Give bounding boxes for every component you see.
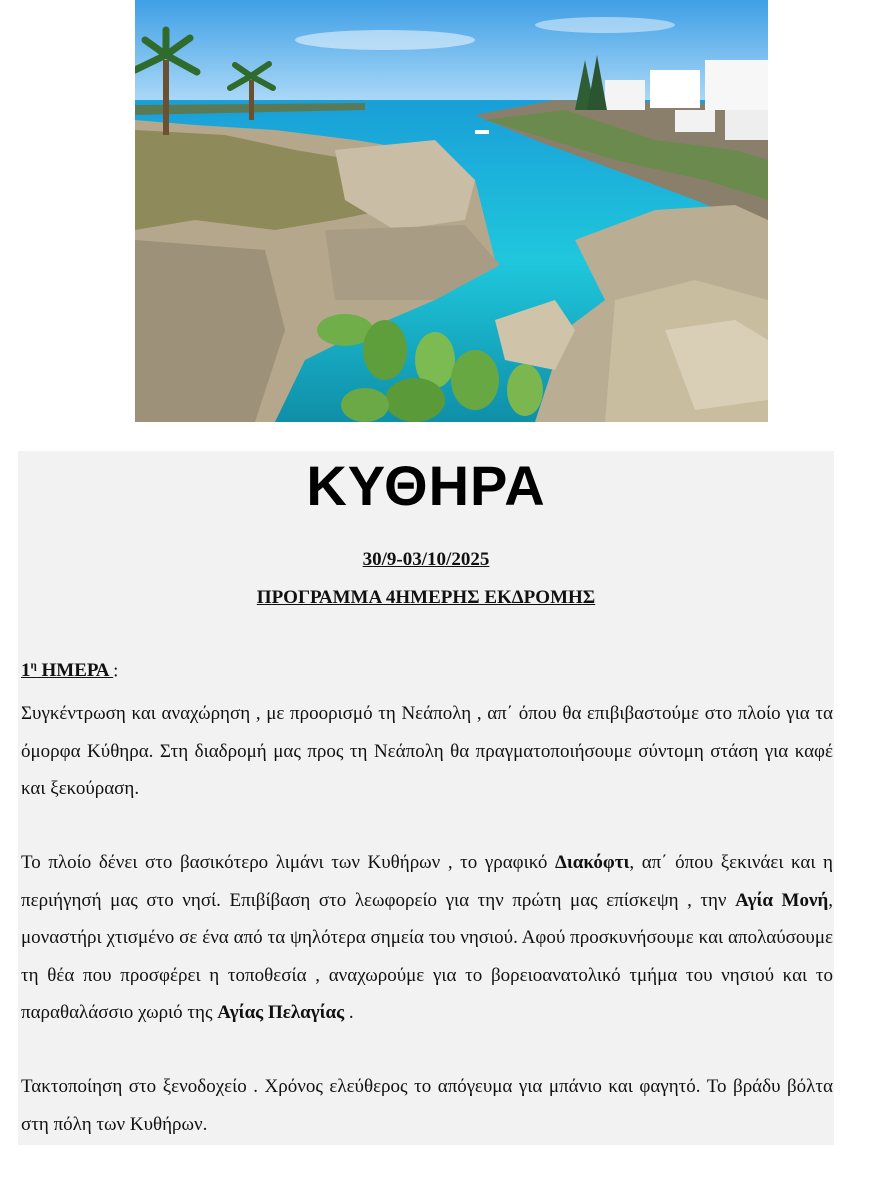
para2-text-g: . (344, 1002, 354, 1023)
day-colon: : (113, 660, 119, 682)
itinerary-panel (18, 451, 834, 1145)
place-agia-moni: Αγία Μονή (735, 889, 829, 911)
day-label: ΗΜΕΡΑ (36, 660, 114, 682)
para2-text-a: Το πλοίο δένει στο βασικότερο λιμάνι των Κυθήρων , το γραφικό (21, 852, 555, 873)
program-title: ΠΡΟΓΡΑΜΜΑ 4ΗΜΕΡΗΣ ΕΚΔΡΟΜΗΣ (256, 587, 596, 608)
header-photo (135, 0, 768, 422)
day-superscript: η (30, 660, 37, 672)
place-diakofti: Διακόφτι (554, 852, 630, 873)
place-agia-pelagia: Αγίας Πελαγίας (217, 1002, 345, 1023)
para2-text-c: , απ΄ όπου ξεκινάει και η περιήγησή μας στο νησί. Επιβίβαση στο λεωφορείο για την πρώτη μας επίσκεψη , την (21, 852, 833, 911)
coastal-cove-photo-icon (135, 0, 768, 422)
trip-dates: 30/9-03/10/2025 (362, 549, 490, 570)
day1-paragraph-3: Τακτοποίηση στο ξενοδοχείο . Χρόνος ελεύθερος το απόγευμα για μπάνιο και φαγητό. Το βράδυ βόλτα στη πόλη των Κυθήρων. (21, 1076, 833, 1135)
para2-text-e: , μοναστήρι χτισμένο σε ένα από τα ψηλότερα σημεία του νησιού. Αφού προσκυνήσουμε και απολαύσουμε τη θέα που προσφέρει η τοποθεσία , αναχωρούμε για το βορειοανατολικό τμήμα του νησιού και το παραθαλάσσιο χωριό της (21, 889, 833, 1023)
day1-paragraph-2 (21, 844, 833, 1032)
day-heading (21, 660, 118, 682)
day1-paragraph-1: Συγκέντρωση και αναχώρηση , με προορισμό τη Νεάπολη , απ΄ όπου θα επιβιβαστούμε στο πλοίο για τα όμορφα Κύθηρα. Στη διαδρομή μας προς τη Νεάπολη θα πραγματοποιήσουμε σύντομη στάση για καφέ και ξεκούραση. (21, 703, 833, 799)
page-title: ΚΥΘΗΡΑ (306, 454, 546, 517)
day-number: 1 (21, 660, 31, 682)
